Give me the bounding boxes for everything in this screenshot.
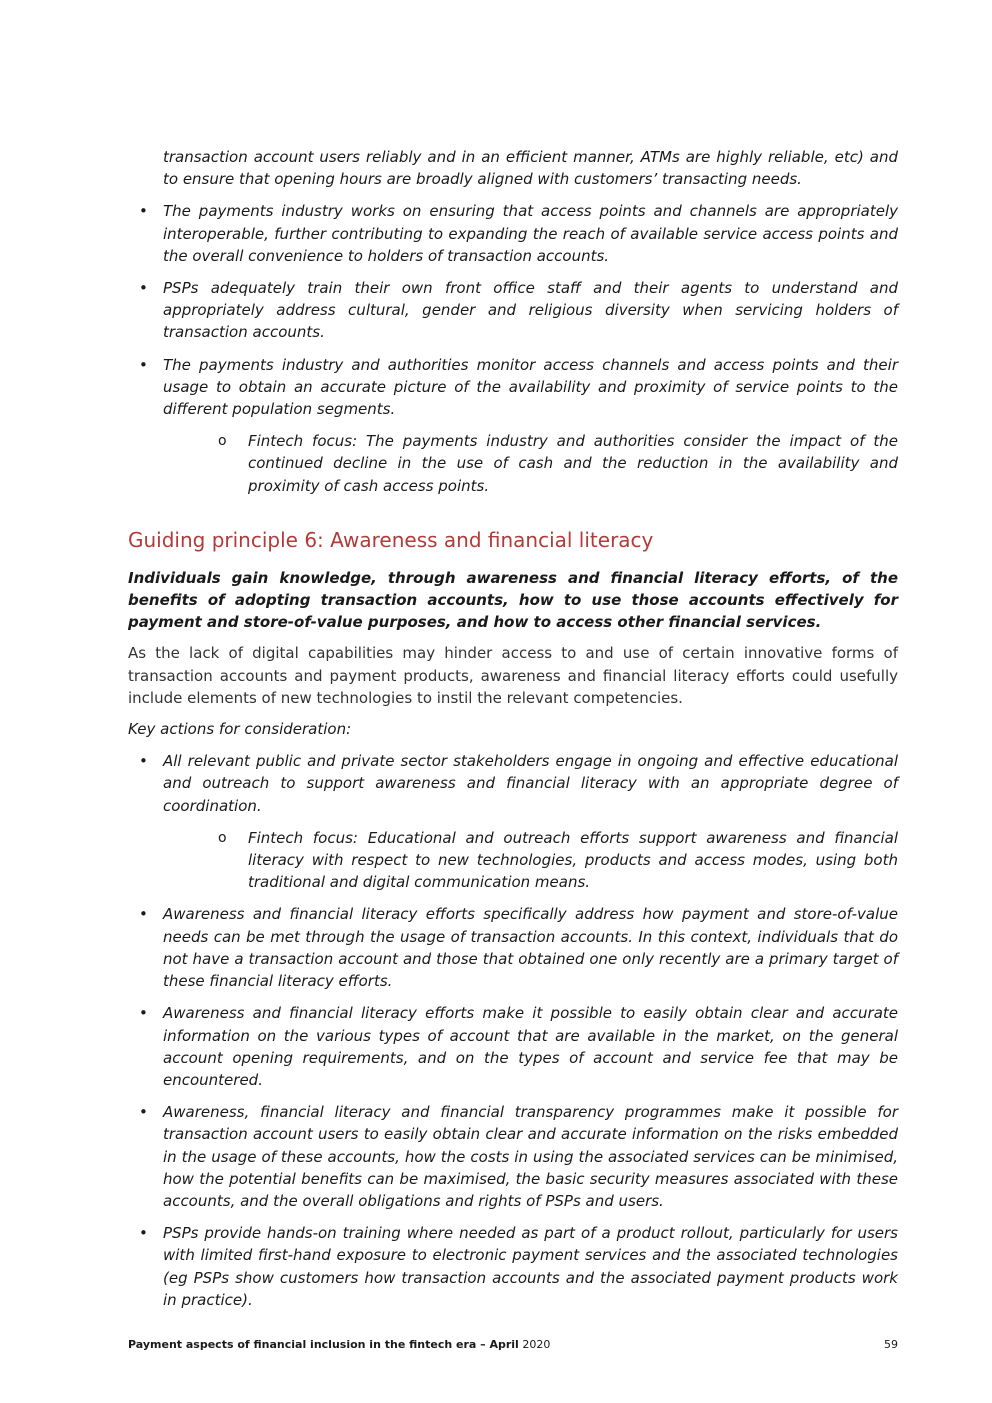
list-item-text: PSPs adequately train their own front office staff and their agents to understand and appropriately address cultural, gender and religious diversity when servicing holders of transaction accounts. bbox=[163, 279, 898, 342]
list-item bbox=[128, 750, 898, 817]
page-footer bbox=[128, 1338, 898, 1352]
page-content bbox=[128, 146, 898, 1311]
list-item bbox=[128, 1101, 898, 1212]
list-item bbox=[128, 277, 898, 344]
list-item-text: Awareness and financial literacy efforts specifically address how payment and store-of-value needs can be met through the usage of transaction accounts. In this context, individuals that do not have a transaction account and those that obtained one only recently are a primary target of these financial literacy efforts. bbox=[163, 905, 898, 991]
fintech-focus-top bbox=[218, 430, 898, 497]
sub-bullet-icon: o bbox=[218, 829, 227, 846]
bullet-icon: • bbox=[139, 905, 148, 924]
footer-year: 2020 bbox=[522, 1338, 551, 1351]
intro-continuation: transaction account users reliably and in an efficient manner, ATMs are highly reliable, etc) and to ensure that opening hours are broadly aligned with customers’ transacting needs. bbox=[163, 148, 898, 189]
section-heading: Guiding principle 6: Awareness and financial literacy bbox=[128, 527, 654, 552]
fintech-focus-text: Fintech focus: Educational and outreach efforts support awareness and financial literacy with respect to new technologies, products and access modes, using both traditional and digital communication means. bbox=[248, 828, 898, 892]
fintech-focus-section bbox=[218, 827, 898, 894]
page-number: 59 bbox=[884, 1338, 898, 1351]
list-item-text: PSPs provide hands-on training where needed as part of a product rollout, particularly for users with limited first-hand exposure to electronic payment services and the associated technologies (eg PSPs show customers how transaction accounts and the associated payment products work in practice). bbox=[163, 1224, 898, 1309]
list-item bbox=[128, 1222, 898, 1311]
section-bullet-list-2 bbox=[128, 903, 898, 1310]
sub-bullet-icon: o bbox=[218, 433, 227, 450]
bullet-icon: • bbox=[139, 355, 148, 374]
section-lead: Individuals gain knowledge, through awareness and financial literacy efforts, of the benefits of adopting transaction accounts, how to use those accounts effectively for payment and store-of-value purposes, and how to access other financial services. bbox=[128, 568, 898, 632]
list-item bbox=[128, 903, 898, 992]
bullet-icon: • bbox=[139, 1103, 148, 1122]
bullet-icon: • bbox=[139, 752, 148, 771]
list-item-text: All relevant public and private sector stakeholders engage in ongoing and effective educational and outreach to support awareness and financial literacy with an appropriate degree of coordination. bbox=[163, 752, 898, 815]
list-item-text: The payments industry and authorities monitor access channels and access points and their usage to obtain an accurate picture of the availability and proximity of service points to the different population segments. bbox=[163, 355, 898, 419]
list-item-text: Awareness and financial literacy efforts make it possible to easily obtain clear and accurate information on the various types of account that are available in the market, on the general account opening requirements, and on the types of account and service fee that may be encountered. bbox=[163, 1004, 898, 1089]
list-item-text: Awareness, financial literacy and financial transparency programmes make it possible for transaction account users to easily obtain clear and accurate information on the risks embedded in the usage of these accounts, how the costs in using the associated services can be minimised, how the potential benefits can be maximised, the basic security measures associated with these accounts, and the overall obligations and rights of PSPs and users. bbox=[163, 1103, 898, 1210]
list-item-text: The payments industry works on ensuring that access points and channels are appropriately interoperable, further contributing to expanding the reach of available service access points and the overall convenience to holders of transaction accounts. bbox=[163, 202, 898, 265]
key-actions-label: Key actions for consideration: bbox=[128, 720, 352, 739]
list-item bbox=[128, 354, 898, 421]
bullet-icon: • bbox=[139, 279, 148, 298]
section-bullet-list-1 bbox=[128, 750, 898, 817]
list-item bbox=[128, 200, 898, 267]
bullet-icon: • bbox=[139, 1224, 148, 1243]
fintech-focus-text: Fintech focus: The payments industry and authorities consider the impact of the continued decline in the use of cash and the reduction in the availability and proximity of cash access points. bbox=[248, 432, 898, 495]
top-bullet-list bbox=[128, 200, 898, 420]
section-body: As the lack of digital capabilities may hinder access to and use of certain innovative forms of transaction accounts and payment products, awareness and financial literacy efforts could usefully include elements of new technologies to instil the relevant competencies. bbox=[128, 644, 898, 707]
list-item bbox=[128, 1002, 898, 1091]
footer-title: Payment aspects of financial inclusion in the fintech era – April bbox=[128, 1338, 519, 1351]
bullet-icon: • bbox=[139, 202, 148, 221]
bullet-icon: • bbox=[139, 1004, 148, 1023]
